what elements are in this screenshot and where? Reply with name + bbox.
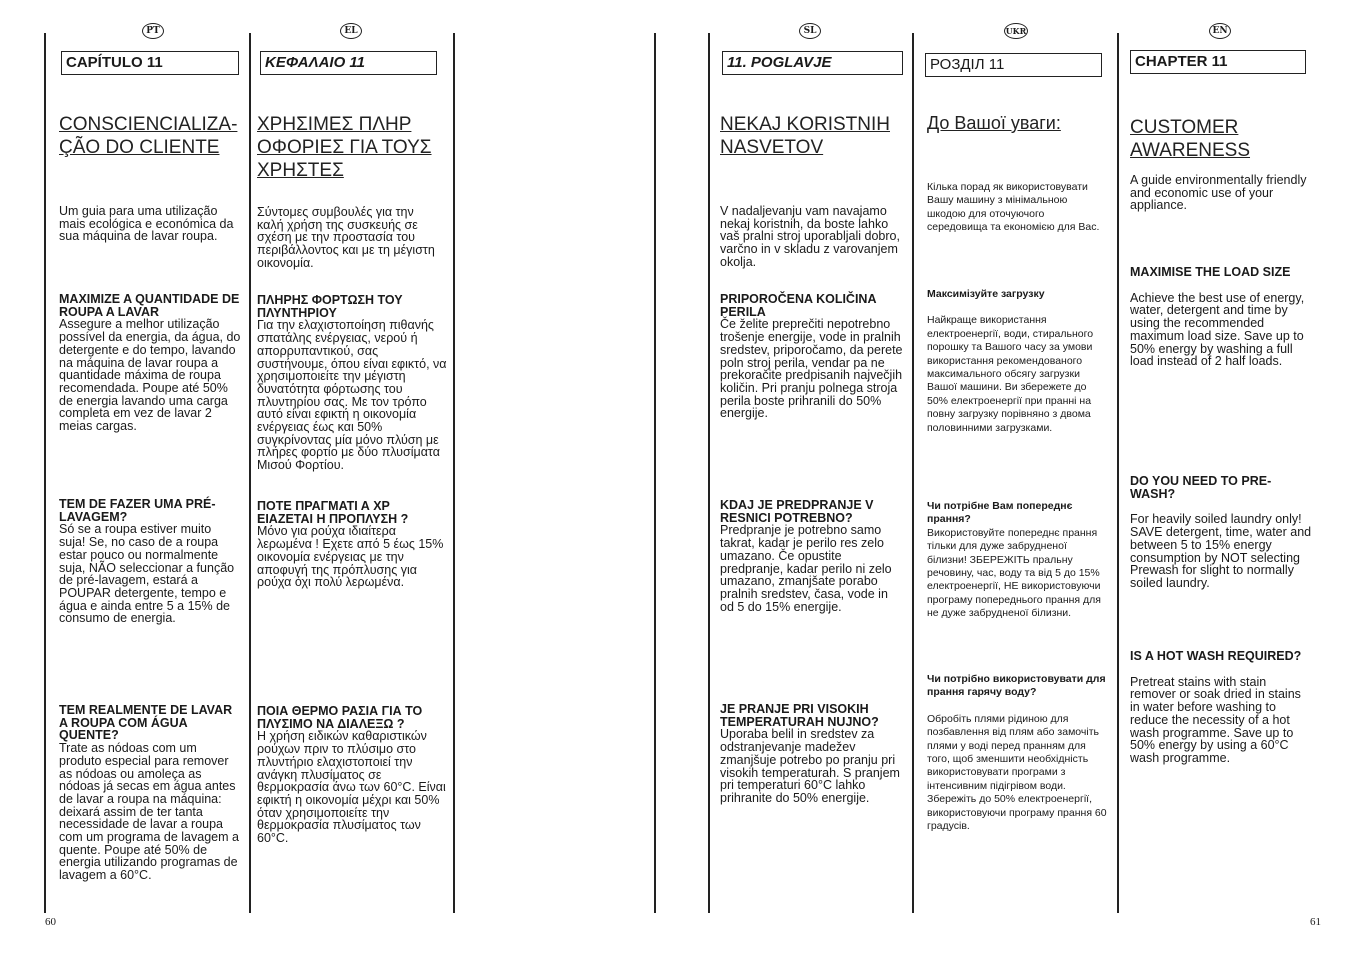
tip-body: Predpranje je potrebno samo takrat, kadar je perilo res zelo umazano. Če opustite predpranje, kadar perilo ni zelo umazano, zmanjšate porabo pralnih sredstev, časa, vode in od 5 do 15% energije. xyxy=(720,523,892,614)
tip-body: Pretreat stains with stain remover or soak dried in stains in water before washing to reduce the necessity of a hot wash programme. Save up to 50% energy by using a 60°C wash programme. xyxy=(1130,674,1301,765)
language-badge-ukr: UKR xyxy=(1004,23,1028,39)
section-title: CUSTOMER AWARENESS xyxy=(1130,117,1251,161)
tip-block xyxy=(257,705,447,845)
intro-text: Кілька порад як використовувати Вашу машину з мінімальною шкодою для оточуючого середовища та економією для Вас. xyxy=(927,181,1100,234)
tip-body: Обробіть плями рідиною для позбавлення від плям або замочіть плями у воді перед пранням для того, щоб зменшити необхідність використовувати програми з інтенсивним підігрівом води. Збережіть до 50% електроенергії, використовуючи програму прання 60 градусів. xyxy=(927,712,1107,833)
column-rule xyxy=(249,33,251,913)
section-title: ΧΡΗΣΙΜΕΣ ΠΛΗΡ ΟΦΟΡΙΕΣ ΓΙΑ ΤΟΥΣ ΧΡΗΣΤΕΣ xyxy=(257,114,432,181)
tip-block xyxy=(1130,266,1312,368)
tip-heading: MAXIMIZE A QUANTIDADE DE ROUPA A LAVAR xyxy=(59,292,240,319)
tip-heading: ΠΟΤΕ ΠΡΑΓΜΑΤΙ Α ΧΡ ΕΙΑΖΕΤΑΙ Η ΠΡΟΠΛΥΣΗ ? xyxy=(257,499,409,526)
page-number-left: 60 xyxy=(45,916,56,928)
tip-body: Μόνο για ρούχα ιδιαίτερα λερωμένα ! Εχετε από 5 έως 15% οικονομία ενέργειας με την αποφυγή της πρόπλυσης για ρούχα όχι πολύ λερωμένα. xyxy=(257,524,444,590)
tip-heading: MAXIMISE THE LOAD SIZE xyxy=(1130,265,1291,279)
tip-heading: ΠΟΙΑ ΘΕΡΜΟ ΡΑΣΙΑ ΓΙΑ ΤΟ ΠΛΥΣΙΜΟ ΝΑ ΔΙΑΛΕΞΩ ? xyxy=(257,704,423,731)
column-rule xyxy=(708,33,710,913)
column-rule xyxy=(453,33,455,913)
tip-body: For heavily soiled laundry only! SAVE detergent, time, water and between 5 to 15% energy consumption by NOT selecting Prewash for slight to normally soiled laundry. xyxy=(1130,512,1312,590)
tip-block xyxy=(927,500,1107,621)
intro-text: A guide environmentally friendly and economic use of your appliance. xyxy=(1130,173,1307,213)
language-badge-sl: SL xyxy=(799,23,821,39)
section-title: NEKAJ KORISTNIH NASVETOV xyxy=(720,114,890,158)
section-title: CONSCIENCIALIZA-ÇÃO DO CLIENTE xyxy=(59,114,238,158)
language-badge-pt: PT xyxy=(142,23,164,39)
tip-block xyxy=(720,499,905,613)
tip-heading: IS A HOT WASH REQUIRED? xyxy=(1130,649,1302,663)
tip-body: Για την ελαχιστοποίηση πιθανής σπατάλης ενέργειας, νερού ή απορρυπαντικού, σας συστήνουμε, όπου είναι εφικτό, να χρησιμοποιείτε την μέγιστη δυνατότητα φόρτωσης του πλυντηρίου σας. Με τον τρόπο αυτό είναι εφικτή η οικονομία ενέργειας έως και 50% συγκρίνοντας μία μόνο πλύση με πλήρες φορτίο με δύο πλυσίματα Μισού Φορτίου. xyxy=(257,318,447,473)
tip-block xyxy=(1130,650,1312,765)
tip-body: Só se a roupa estiver muito suja! Se, no caso de a roupa estar pouco ou normalmente suja, NÃO seleccionar a função de pré-lavagem, estará a POUPAR detergente, tempo e água e ainda entre 5 a 15% de consumo de energia. xyxy=(59,522,235,626)
tip-heading: Чи потрібне Вам попереднє прання? xyxy=(927,500,1073,526)
column-rule xyxy=(44,33,46,913)
chapter-heading: CHAPTER 11 xyxy=(1130,50,1306,74)
tip-heading: ΠΛΗΡΗΣ ΦΟΡΤΩΣΗ ΤΟΥ ΠΛΥΝΤΗΡΙΟΥ xyxy=(257,293,403,320)
column-rule xyxy=(1117,33,1119,913)
tip-heading: TEM DE FAZER UMA PRÉ-LAVAGEM? xyxy=(59,497,216,524)
tip-block xyxy=(59,293,241,433)
tip-heading: TEM REALMENTE DE LAVAR A ROUPA COM ÁGUA QUENTE? xyxy=(59,703,233,743)
chapter-heading: CAPÍTULO 11 xyxy=(61,51,239,75)
tip-heading: DO YOU NEED TO PRE-WASH? xyxy=(1130,474,1272,501)
tip-body: Найкраще використання електроенергії, води, стирального порошку та Вашого часу за умови використання рекомендованого максимального обсягу загрузки Вашої машини. Ви збережете до 50% електроенергії при пранні на повну загрузку порівняно з двома половинними загрузками. xyxy=(927,314,1094,434)
tip-block xyxy=(59,704,241,882)
tip-body: Če želite preprečiti nepotrebno trošenje energije, vode in pralnih sredstev, priporočamo, da perete poln stroj perila, vendar pa ne prekoračite predpisanih največjih količin. Pri pranju polnega stroja perila boste prihranili do 50% energije. xyxy=(720,317,903,421)
intro-text: Σύντομες συμβουλές για την καλή χρήση της συσκευής σε σχέση με την προστασία του περιβάλλοντος και με τη μέγιστη οικονομία. xyxy=(257,205,435,270)
chapter-heading: РОЗДІЛ 11 xyxy=(925,53,1102,77)
tip-body: Uporaba belil in sredstev za odstranjevanje madežev zmanjšuje potrebo po pranju pri visokih temperaturah. S pranjem pri temperaturi 60°C lahko prihranite do 50% energije. xyxy=(720,727,900,805)
tip-block xyxy=(720,703,905,805)
tip-body: Η χρήση ειδικών καθαριστικών ρούχων πριν το πλύσιμο στο πλυντήριο ελαχιστοποιεί την ανάγκη πλυσίματος σε θερμοκρασία άνω των 60°C. Είναι εφικτή η οικονομία μέχρι και 50% όταν χρησιμοποιείτε την θερμοκρασία πλυσίματος των 60°C. xyxy=(257,729,446,846)
tip-block xyxy=(59,498,241,625)
intro-text: Um guia para uma utilização mais ecológica e económica da sua máquina de lavar roupa. xyxy=(59,204,234,244)
section-title: До Вашої уваги: xyxy=(927,113,1061,133)
page-number-right: 61 xyxy=(1310,916,1321,928)
tip-block xyxy=(257,500,447,589)
language-badge-en: EN xyxy=(1209,23,1231,39)
tip-body: Achieve the best use of energy, water, detergent and time by using the recommended maximum load size. Save up to 50% energy by washing a full load instead of 2 half loads. xyxy=(1130,290,1305,369)
tip-heading: PRIPOROČENA KOLIČINA PERILA xyxy=(720,292,877,319)
tip-block xyxy=(720,293,905,420)
chapter-heading: 11. POGLAVJE xyxy=(722,51,903,75)
tip-heading: KDAJ JE PREDPRANJE V RESNICI POTREBNO? xyxy=(720,498,874,525)
language-badge-el: EL xyxy=(340,23,362,39)
tip-block xyxy=(257,294,447,472)
tip-heading: JE PRANJE PRI VISOKIH TEMPERATURAH NUJNO? xyxy=(720,702,879,729)
tip-heading: Максимізуйте загрузку xyxy=(927,288,1045,300)
tip-block xyxy=(927,288,1107,435)
chapter-heading: ΚΕΦΑΛΑΙΟ 11 xyxy=(260,51,437,75)
tip-block xyxy=(1130,475,1312,590)
intro-text: V nadaljevanju vam navajamo nekaj koristnih, da boste lahko vaš pralni stroj uporabljali dobro, varčno in v skladu z varovanjem okolja. xyxy=(720,204,900,269)
tip-body: Trate as nódoas com um produto especial para remover as nódoas ou amoleça as nódoas já secas em água antes de lavar a roupa na máquina: deixará assim de ter tanta necessidade de lavar a roupa com um programa de lavagem a quente. Poupe até 50% de energia utilizando programas de lavagem a 60°C. xyxy=(59,741,239,883)
column-rule xyxy=(912,33,914,913)
tip-heading: Чи потрібно використовувати для прання гарячу воду? xyxy=(927,673,1106,699)
tip-body: Використовуйте попереднє прання тільки для дуже забрудненої білизни! ЗБЕРЕЖІТЬ пральну речовину, час, воду та від 5 до 15% електроенергії, НЕ використовуючи програму попереднього прання для не дуже забрудненої білизни. xyxy=(927,526,1101,620)
tip-body: Assegure a melhor utilização possível da energia, da água, do detergente e do tempo, lavando na máquina de lavar roupa a quantidade máxima de roupa recomendada. Poupe até 50% de energia lavando uma carga completa em vez de lavar 2 meias cargas. xyxy=(59,317,241,434)
column-rule xyxy=(654,33,656,913)
tip-block xyxy=(927,673,1107,833)
